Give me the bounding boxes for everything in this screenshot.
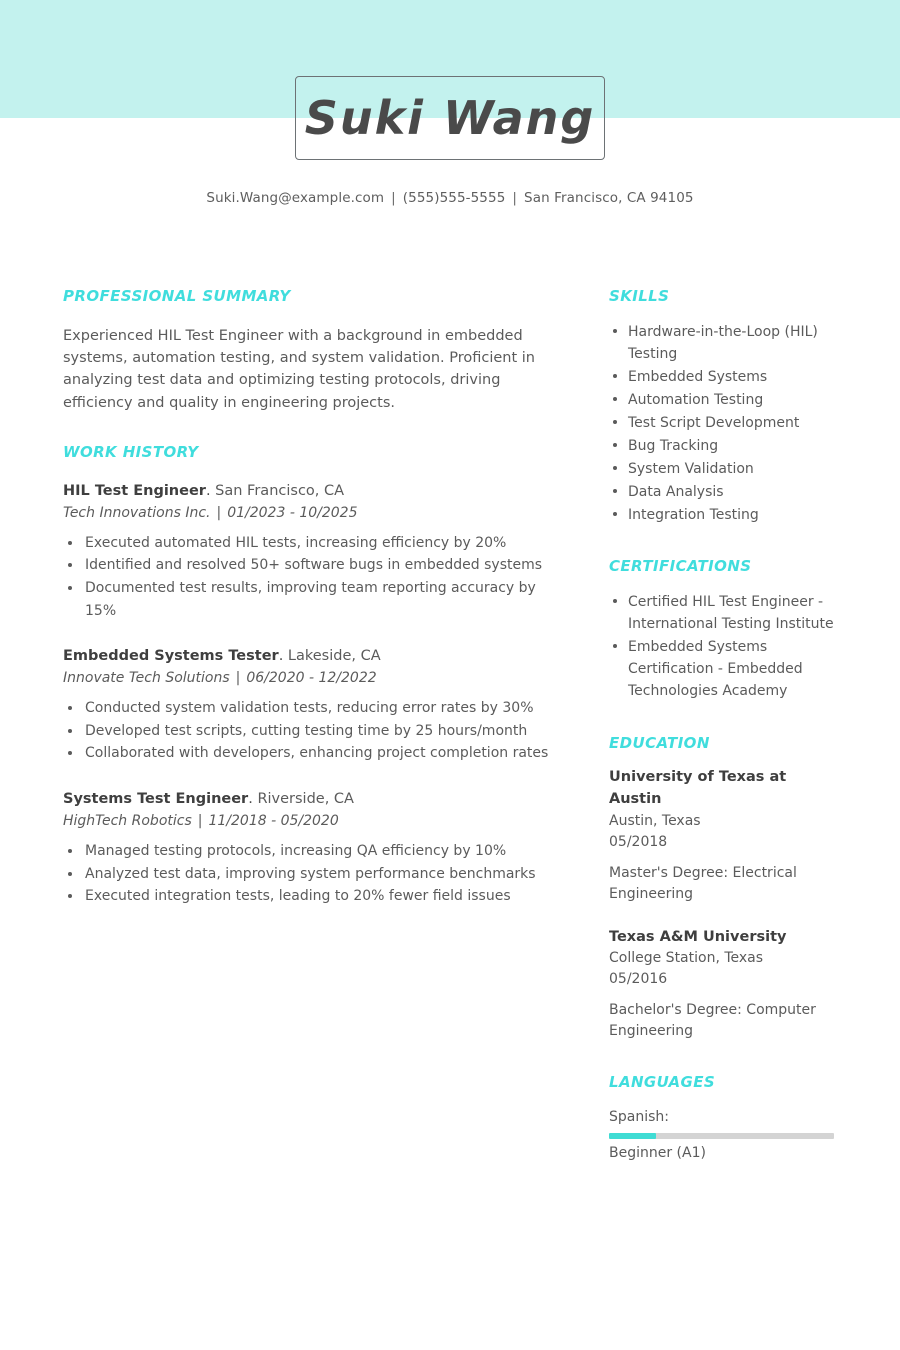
job-company-dates (63, 811, 555, 832)
contact-phone: (555)555-5555 (402, 190, 506, 206)
language-level: Beginner (A1) (609, 1144, 706, 1161)
section-skills (609, 288, 841, 526)
job-title-suffix: . (205, 482, 211, 499)
skill-item: Test Script Development (609, 412, 841, 434)
job-location: Riverside, CA (257, 791, 354, 808)
education-degree: Master's Degree: Electrical Engineering (609, 864, 797, 902)
section-heading-languages: LANGUAGES (609, 1073, 716, 1092)
section-certifications (609, 558, 841, 702)
work-history-entry (63, 481, 555, 622)
job-bullet: Executed integration tests, leading to 20% fewer field issues (63, 885, 555, 908)
professional-summary-text: Experienced HIL Test Engineer with a background in embedded systems, automation testing, and system validation. Proficient in analyzing test data and optimizing testing protocols, driving efficiency and quality in engineering projects. (63, 327, 535, 411)
job-bullet: Developed test scripts, cutting testing time by 25 hours/month (63, 720, 555, 743)
skill-item: System Validation (609, 458, 841, 480)
name-box (295, 76, 605, 160)
section-languages (609, 1074, 841, 1164)
skill-item: Bug Tracking (609, 435, 841, 457)
language-proficiency-bar (609, 1133, 834, 1139)
section-heading-professional-summary: PROFESSIONAL SUMMARY (63, 287, 291, 305)
education-entry (609, 767, 841, 905)
section-heading-education: EDUCATION (609, 733, 710, 752)
certification-item: Certified HIL Test Engineer - International Testing Institute (609, 591, 841, 635)
education-school: Texas A&M University (609, 928, 787, 945)
skill-item: Hardware-in-the-Loop (HIL) Testing (609, 321, 841, 365)
job-company-dates (63, 668, 555, 689)
education-place: Austin, Texas (609, 812, 701, 829)
education-date: 05/2016 (609, 971, 668, 988)
section-heading-skills: SKILLS (609, 287, 670, 305)
certification-item: Embedded Systems Certification - Embedded Technologies Academy (609, 636, 841, 702)
job-bullet: Collaborated with developers, enhancing project completion rates (63, 742, 555, 765)
job-company-dates (63, 503, 555, 524)
language-entry (609, 1107, 841, 1164)
job-bullet: Analyzed test data, improving system performance benchmarks (63, 863, 555, 886)
job-bullet: Identified and resolved 50+ software bugs in embedded systems (63, 554, 555, 577)
work-history-entry (63, 646, 555, 765)
job-dates: 11/2018 - 05/2020 (208, 812, 339, 829)
candidate-name: Suki Wang (304, 91, 596, 145)
education-place: College Station, Texas (609, 950, 764, 967)
education-entry (609, 927, 841, 1043)
job-dates: 06/2020 - 12/2022 (246, 670, 377, 687)
job-header (63, 789, 555, 811)
skill-item: Automation Testing (609, 389, 841, 411)
skill-item: Data Analysis (609, 481, 841, 503)
job-header (63, 646, 555, 668)
education-school: University of Texas at Austin (609, 769, 787, 807)
skill-item: Embedded Systems (609, 366, 841, 388)
left-column (63, 288, 555, 908)
job-bullet-list (63, 840, 555, 908)
work-history-entry (63, 789, 555, 908)
section-heading-work-history: WORK HISTORY (63, 443, 199, 462)
contact-line (0, 190, 900, 206)
language-name: Spanish: (609, 1108, 669, 1125)
contact-email: Suki.Wang@example.com (206, 190, 385, 206)
job-separator: | (216, 504, 222, 521)
job-title: Systems Test Engineer (63, 791, 249, 808)
job-bullet-list (63, 532, 555, 623)
section-heading-certifications: CERTIFICATIONS (609, 557, 752, 576)
job-location: Lakeside, CA (287, 648, 381, 665)
job-title: Embedded Systems Tester (63, 648, 279, 665)
education-date: 05/2018 (609, 833, 668, 850)
section-education (609, 735, 841, 1043)
job-bullet-list (63, 697, 555, 765)
section-work-history (63, 444, 555, 907)
certifications-list (609, 591, 841, 703)
job-company: Tech Innovations Inc. (63, 504, 211, 521)
job-title-suffix: . (248, 791, 253, 808)
job-bullet: Executed automated HIL tests, increasing efficiency by 20% (63, 532, 555, 555)
right-column (609, 288, 841, 1164)
job-header (63, 481, 555, 503)
skill-item: Integration Testing (609, 504, 841, 526)
job-title: HIL Test Engineer (63, 482, 206, 499)
job-bullet: Conducted system validation tests, reducing error rates by 30% (63, 697, 555, 720)
skills-list (609, 321, 841, 527)
job-bullet: Managed testing protocols, increasing QA efficiency by 10% (63, 840, 555, 863)
job-company: HighTech Robotics (63, 812, 192, 829)
job-dates: 01/2023 - 10/2025 (227, 504, 358, 521)
contact-separator-2: | (512, 190, 518, 206)
job-separator: | (235, 670, 241, 687)
contact-separator-1: | (391, 190, 396, 206)
education-degree: Bachelor's Degree: Computer Engineering (609, 1002, 816, 1040)
contact-location: San Francisco, CA 94105 (524, 190, 694, 206)
job-title-suffix: . (278, 648, 284, 665)
section-professional-summary (63, 288, 555, 414)
job-location: San Francisco, CA (215, 482, 345, 499)
language-proficiency-fill (609, 1133, 656, 1139)
job-bullet: Documented test results, improving team reporting accuracy by 15% (63, 577, 555, 622)
job-separator: | (197, 812, 203, 829)
job-company: Innovate Tech Solutions (63, 670, 230, 687)
